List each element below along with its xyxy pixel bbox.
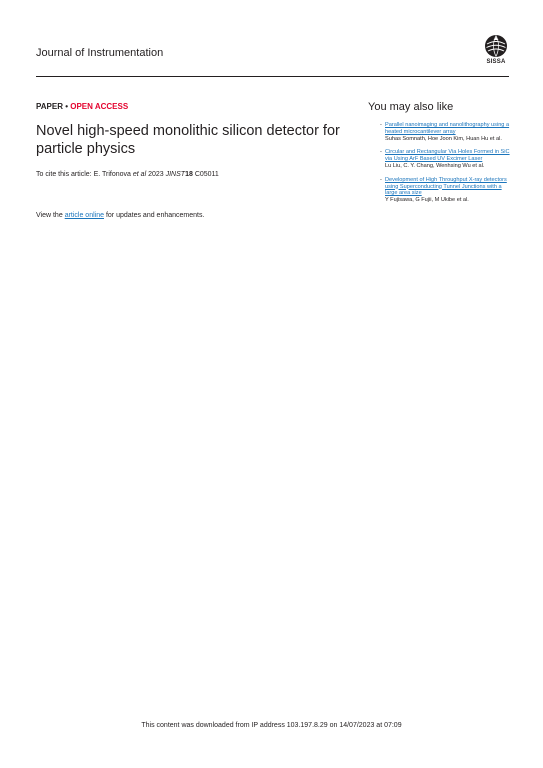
journal-name: Journal of Instrumentation (36, 47, 164, 59)
related-item-authors: Y Fujisawa, G Fujii, M Ukibe et al. (385, 197, 469, 204)
article-online-link[interactable]: article online (64, 212, 104, 219)
citation-year: 2023 (148, 171, 164, 178)
related-item-title-link[interactable]: Circular and Rectangular Via Holes Formed in SiC via Using ArF Based UV Excimer Laser (385, 149, 510, 163)
citation-volume: 18 (185, 171, 193, 178)
related-item (380, 177, 512, 204)
related-item (380, 122, 512, 142)
related-item-authors: Lu Liu, C. Y. Chang, Wenhsing Wu et al. (385, 162, 485, 169)
sissa-globe-icon (484, 34, 508, 58)
article-title: Novel high-speed monolithic silicon detector for particle physics (36, 123, 340, 157)
view-online-line (36, 212, 204, 219)
sissa-logo (478, 34, 514, 74)
related-item (380, 149, 512, 169)
label-separator: • (65, 102, 69, 111)
header-divider (36, 76, 509, 77)
citation-etal: et al (132, 171, 147, 178)
citation-article-id: C05011 (194, 171, 219, 178)
list-dash: - (380, 176, 382, 183)
download-note: This content was downloaded from IP address 103.197.8.29 on 14/07/2023 at 07:09 (141, 722, 402, 729)
list-dash: - (380, 149, 382, 156)
list-dash: - (380, 122, 382, 128)
sissa-logo-text: SISSA (486, 59, 506, 65)
citation-journal: JINST (165, 171, 186, 178)
related-heading: You may also like (368, 101, 454, 113)
related-item-title-link[interactable]: Development of High Throughput X-ray detectors using Superconducting Tunnel Junctions with a large area size (385, 176, 507, 197)
related-articles-list (380, 122, 512, 211)
related-item-authors: Suhas Somnath, Hoe Joon Kim, Huan Hu et al. (385, 135, 502, 142)
related-item-title-link[interactable]: Parallel nanoimaging and nanolithography using a heated microcantilever array (385, 122, 510, 135)
view-prefix: View the (36, 212, 63, 219)
paper-label (36, 102, 128, 111)
paper-type: PAPER (36, 102, 63, 111)
citation-prefix: To cite this article: E. Trifonova (36, 171, 131, 178)
view-suffix: for updates and enhancements. (105, 212, 205, 219)
open-access-badge: OPEN ACCESS (70, 102, 129, 111)
citation-line (36, 171, 219, 178)
